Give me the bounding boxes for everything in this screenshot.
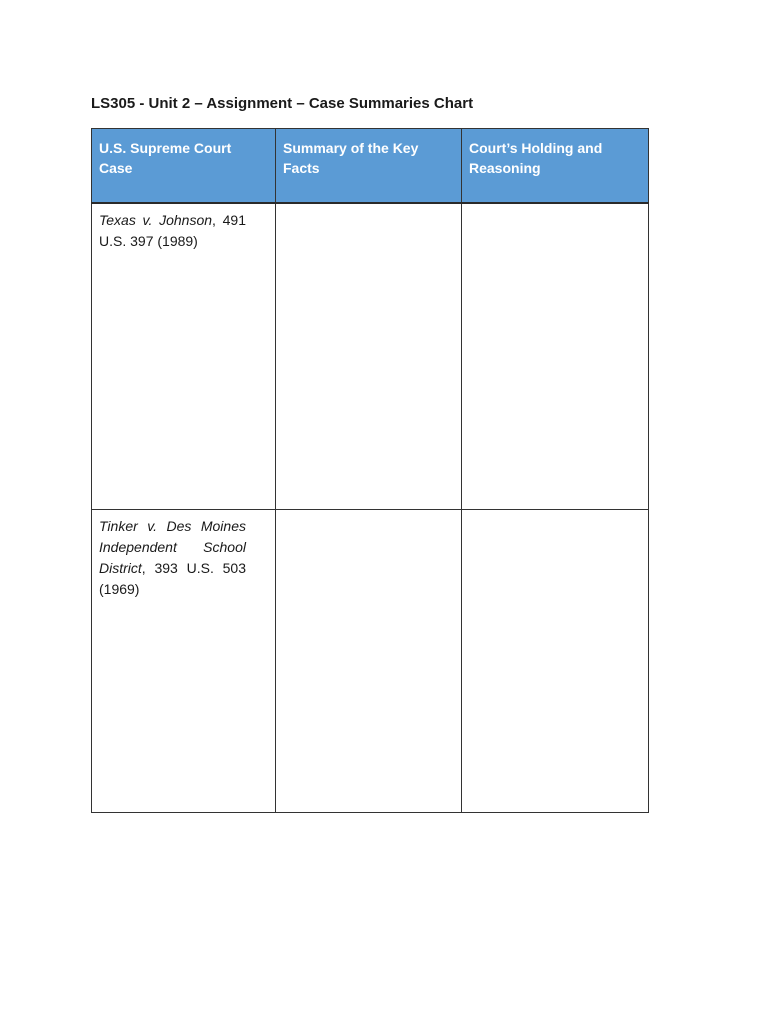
case-cell — [92, 203, 276, 510]
holding-text — [462, 204, 648, 210]
header-summary — [276, 129, 462, 204]
summary-cell[interactable] — [276, 510, 462, 813]
summary-text — [276, 510, 461, 516]
summary-text — [276, 204, 461, 210]
table-row — [92, 203, 649, 510]
header-holding-label: Court’s Holding and Reasoning — [469, 140, 603, 176]
header-summary-label: Summary of the Key Facts — [283, 140, 419, 176]
holding-cell[interactable] — [462, 510, 649, 813]
case-citation: , 393 U.S. 503 (1969) — [99, 560, 246, 597]
case-citation: , 491 U.S. 397 (1989) — [99, 212, 247, 249]
holding-cell[interactable] — [462, 203, 649, 510]
case-name: Texas v. Johnson — [99, 212, 213, 228]
case-name: Tinker v. Des Moines Independent School District — [99, 518, 246, 576]
header-holding — [462, 129, 649, 204]
case-summaries-table — [91, 128, 649, 813]
holding-text — [462, 510, 648, 516]
case-cell — [92, 510, 276, 813]
header-case — [92, 129, 276, 204]
header-case-label: U.S. Supreme Court Case — [99, 140, 232, 176]
table-header-row — [92, 129, 649, 204]
case-text — [92, 204, 275, 252]
summary-cell[interactable] — [276, 203, 462, 510]
document-title: LS305 - Unit 2 – Assignment – Case Summaries Chart — [91, 95, 474, 112]
table-row — [92, 510, 649, 813]
case-text — [92, 510, 275, 600]
